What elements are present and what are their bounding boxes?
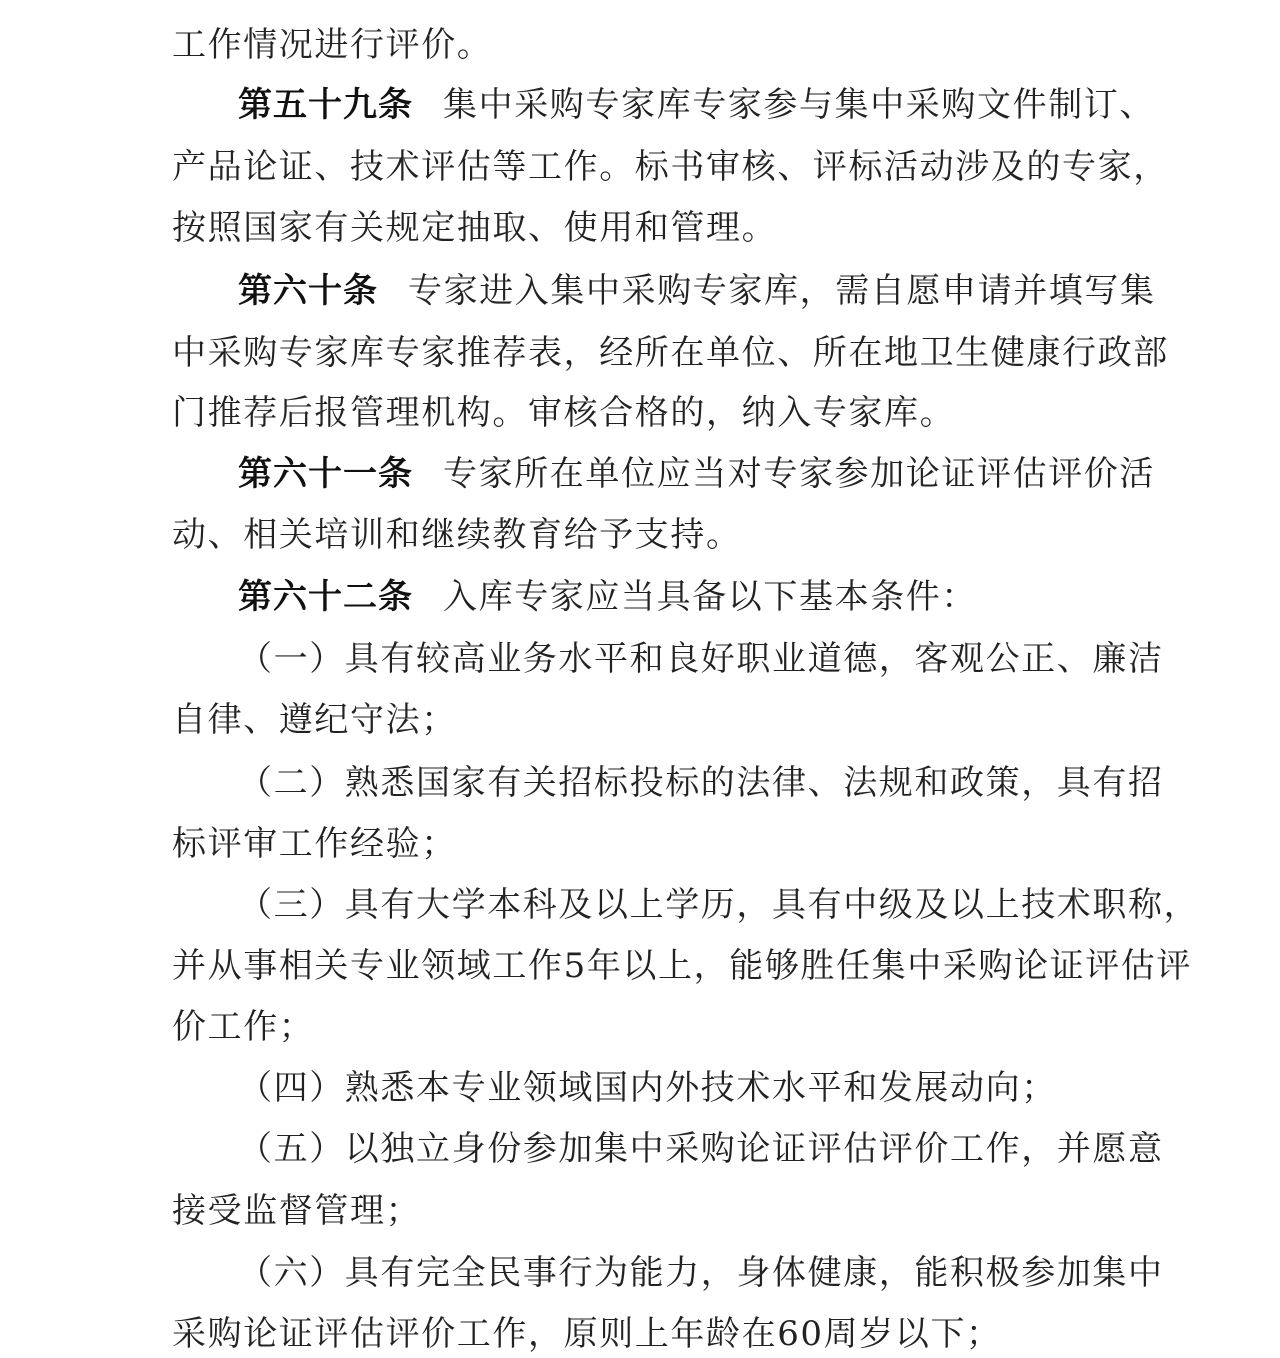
article-61-text: 专家所在单位应当对专家参加论证评估评价活	[443, 454, 1155, 494]
article-59-line: 按照国家有关规定抽取、使用和管理。	[172, 208, 778, 248]
condition-3-line: 价工作；	[172, 1007, 315, 1047]
article-60-line: 门推荐后报管理机构。审核合格的，纳入专家库。	[172, 393, 956, 433]
article-61-first-line	[238, 451, 1178, 497]
article-60-text: 专家进入集中采购专家库，需自愿申请并填写集	[408, 271, 1156, 311]
condition-6-line: （六）具有完全民事行为能力，身体健康，能积极参加集中	[238, 1253, 1164, 1293]
article-59-line: 产品论证、技术评估等工作。标书审核、评标活动涉及的专家，	[172, 147, 1169, 187]
article-59-number: 第五十九条	[238, 85, 413, 125]
condition-5-line: 接受监督管理；	[172, 1191, 422, 1231]
article-62-number: 第六十二条	[238, 577, 413, 617]
condition-3-line: 并从事相关专业领域工作5年以上，能够胜任集中采购论证评估评	[172, 946, 1193, 986]
intro-line: 工作情况进行评价。	[172, 25, 493, 65]
condition-4-line: （四）熟悉本专业领域国内外技术水平和发展动向；	[238, 1068, 1057, 1108]
condition-3-line: （三）具有大学本科及以上学历，具有中级及以上技术职称，	[238, 885, 1200, 925]
condition-1-line: （一）具有较高业务水平和良好职业道德，客观公正、廉洁	[238, 639, 1164, 679]
article-60-line: 中采购专家库专家推荐表，经所在单位、所在地卫生健康行政部	[172, 333, 1169, 373]
article-59-first-line	[238, 82, 1178, 128]
article-61-number: 第六十一条	[238, 454, 413, 494]
article-62-first-line	[238, 574, 1178, 620]
article-61-line: 动、相关培训和继续教育给予支持。	[172, 515, 742, 555]
condition-5-line: （五）以独立身份参加集中采购论证评估评价工作，并愿意	[238, 1129, 1164, 1169]
article-60-first-line	[238, 268, 1178, 314]
article-59-text: 集中采购专家库专家参与集中采购文件制订、	[443, 85, 1155, 125]
article-60-number: 第六十条	[238, 271, 378, 311]
condition-2-line: （二）熟悉国家有关招标投标的法律、法规和政策，具有招	[238, 763, 1164, 803]
condition-2-line: 标评审工作经验；	[172, 824, 457, 864]
condition-6-line: 采购论证评估评价工作，原则上年龄在60周岁以下；	[172, 1314, 1002, 1354]
article-62-text: 入库专家应当具备以下基本条件：	[443, 577, 977, 617]
condition-1-line: 自律、遵纪守法；	[172, 700, 457, 740]
